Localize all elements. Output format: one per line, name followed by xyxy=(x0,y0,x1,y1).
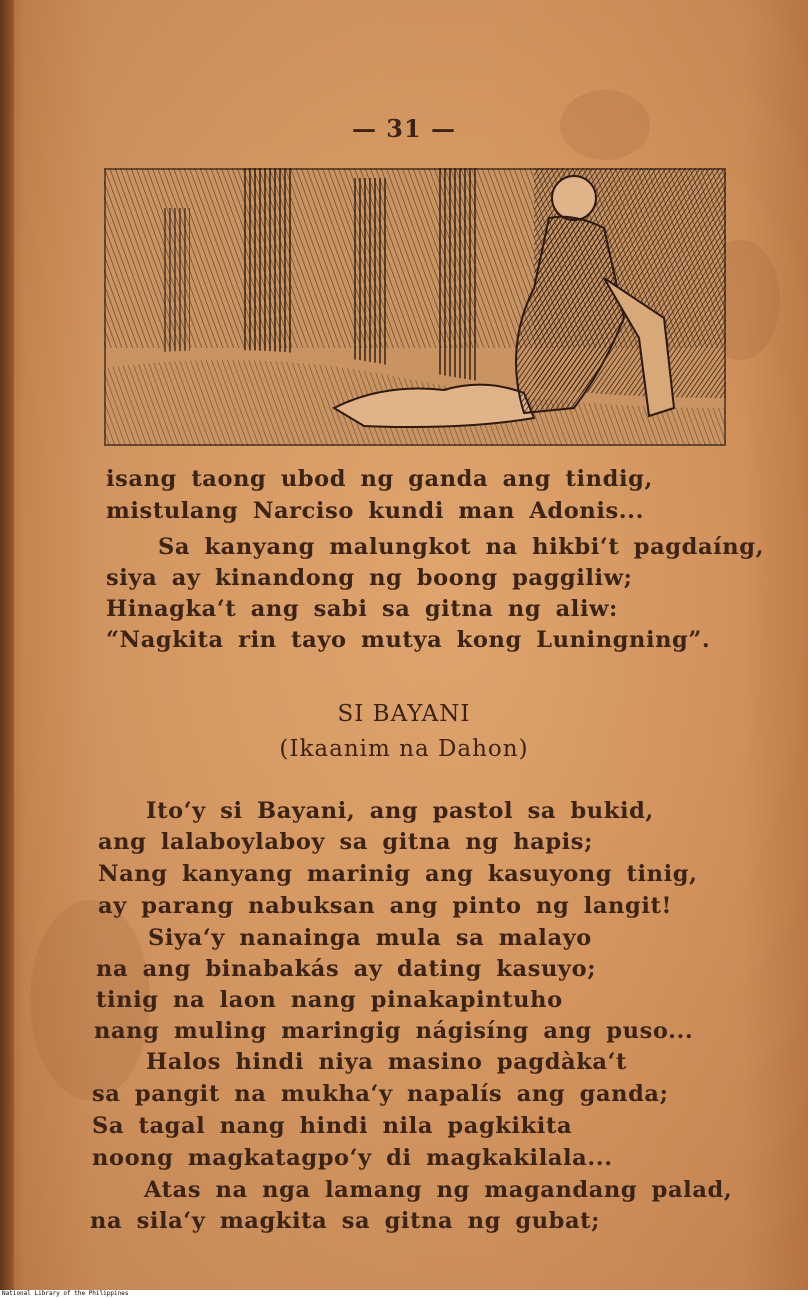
verse-line: Atas na nga lamang ng magandang palad, xyxy=(144,1177,733,1203)
verse-line: mistulang Narciso kundi man Adonis... xyxy=(106,498,645,524)
verse-line: noong magkatagpo‘y di magkakilala... xyxy=(92,1145,613,1171)
woodcut-forest-scene-icon xyxy=(104,168,726,446)
verse-line: na ang binabakás ay dating kasuyo; xyxy=(96,956,597,982)
verse-line: ang lalaboylaboy sa gitna ng hapis; xyxy=(98,829,593,855)
verse-line: nang muling maringig nágisíng ang puso... xyxy=(94,1018,694,1044)
verse-line: sa pangit na mukha‘y napalís ang ganda; xyxy=(92,1081,669,1107)
page-number: — 31 — xyxy=(351,114,457,143)
verse-line: Halos hindi niya masino pagdàka‘t xyxy=(146,1049,628,1075)
verse-line: Nang kanyang marinig ang kasuyong tinig, xyxy=(98,861,698,887)
verse-line: “Nagkita rin tayo mutya kong Luningning”. xyxy=(106,627,711,653)
verse-line: ay parang nabuksan ang pinto ng langit! xyxy=(98,893,672,919)
footer-credit: National Library of the Philippines xyxy=(0,1290,808,1298)
section-title: SI BAYANI xyxy=(337,701,471,727)
page-gutter xyxy=(0,0,14,1298)
verse-line: Siya‘y nanainga mula sa malayo xyxy=(148,925,592,951)
section-subtitle: (Ikaanim na Dahon) xyxy=(279,736,529,762)
verse-line: tinig na laon nang pinakapintuho xyxy=(96,987,563,1013)
verse-line: siya ay kinandong ng boong paggiliw; xyxy=(106,565,633,591)
verse-line: Ito‘y si Bayani, ang pastol sa bukid, xyxy=(146,798,654,824)
verse-line: Sa tagal nang hindi nila pagkikita xyxy=(92,1113,573,1139)
verse-line: Sa kanyang malungkot na hikbi‘t pagdaíng, xyxy=(158,534,765,560)
verse-line: na sila‘y magkita sa gitna ng gubat; xyxy=(90,1208,601,1234)
verse-line: isang taong ubod ng ganda ang tindig, xyxy=(106,466,653,492)
verse-line: Hinagka‘t ang sabi sa gitna ng aliw: xyxy=(106,596,618,622)
